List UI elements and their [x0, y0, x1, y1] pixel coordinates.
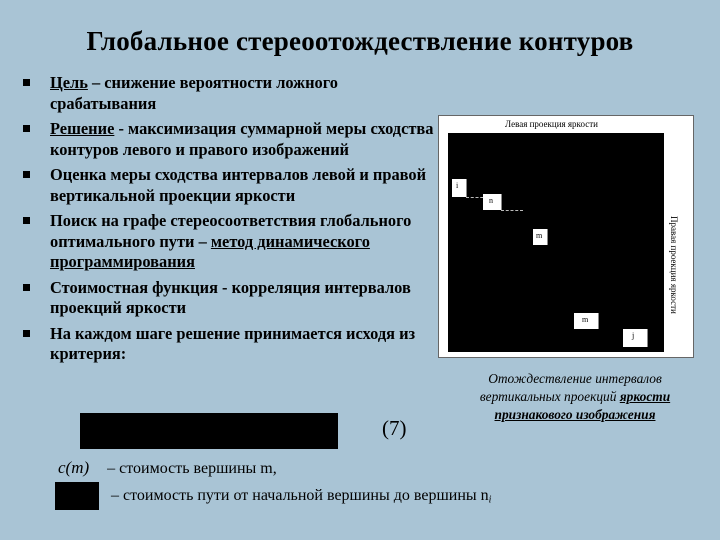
caption-line-2a: вертикальных проекций [479, 389, 620, 404]
bullet-text: Оценка меры сходства интервалов левой и правой вертикальной проекции яркости [50, 165, 427, 205]
equation-number: (7) [382, 416, 407, 440]
right-projection-label: Правая проекция яркости [669, 216, 679, 314]
interval-label: m [582, 315, 589, 324]
interval-m-lower [574, 313, 599, 329]
interval-label: j [632, 331, 635, 340]
path-dash [501, 210, 523, 211]
stereo-matching-figure [438, 115, 694, 358]
bullet-marker-icon [23, 79, 30, 86]
slide-title: Глобальное стереоотождествление контуров [86, 26, 634, 56]
interval-m [533, 229, 548, 245]
bullet-marker-icon [23, 330, 30, 337]
legend-path-cost [55, 482, 491, 510]
vertex-cost-text: – стоимость вершины m, [107, 460, 277, 477]
bullet-list [22, 73, 442, 370]
bullet-item [22, 165, 442, 206]
interval-label: n [489, 196, 493, 205]
interval-label: m [536, 231, 543, 240]
bullet-item [22, 119, 442, 160]
path-cost-text: – стоимость пути от начальной вершины до вершины n [111, 487, 489, 504]
figure-caption [450, 370, 700, 424]
left-projection-label: Левая проекция яркости [505, 119, 598, 129]
path-cost-symbol-image [55, 482, 99, 510]
path-cost-subscript: i [488, 494, 492, 506]
bullet-text: На каждом шаге решение принимается исходя из критерия: [50, 323, 416, 363]
bullet-text: метод динамического программирования [50, 231, 370, 271]
bullet-item [22, 324, 442, 365]
interval-i [452, 179, 467, 197]
bullet-text: Решение [50, 119, 115, 138]
caption-line-2 [450, 388, 700, 406]
bullet-marker-icon [23, 125, 30, 132]
legend-vertex-cost [58, 458, 277, 478]
bullet-item [22, 73, 442, 114]
bullet-marker-icon [23, 284, 30, 291]
caption-line-3: признакового изображения [494, 407, 656, 422]
bullet-text: Цель [50, 73, 88, 92]
caption-line-1: Отождествление интервалов [488, 371, 662, 386]
formula-image [80, 413, 338, 449]
bullet-text: – снижение вероятности ложного срабатывания [50, 73, 338, 113]
bullet-text: - максимизация суммарной меры сходства контуров левого и правого изображений [50, 119, 434, 159]
correspondence-matrix [448, 133, 664, 352]
caption-line-2b: яркости [619, 389, 671, 404]
interval-label: i [456, 181, 459, 190]
bullet-text: Стоимостная функция - корреляция интервалов проекций яркости [50, 277, 411, 317]
interval-n [483, 194, 502, 210]
bullet-item [22, 278, 442, 319]
interval-j [623, 329, 648, 347]
bullet-item [22, 211, 442, 273]
vertex-cost-symbol: c(m) [58, 458, 90, 477]
bullet-marker-icon [23, 217, 30, 224]
bullet-marker-icon [23, 171, 30, 178]
bullet-text: Поиск на графе стереосоответствия глобального оптимального пути – [50, 211, 412, 251]
